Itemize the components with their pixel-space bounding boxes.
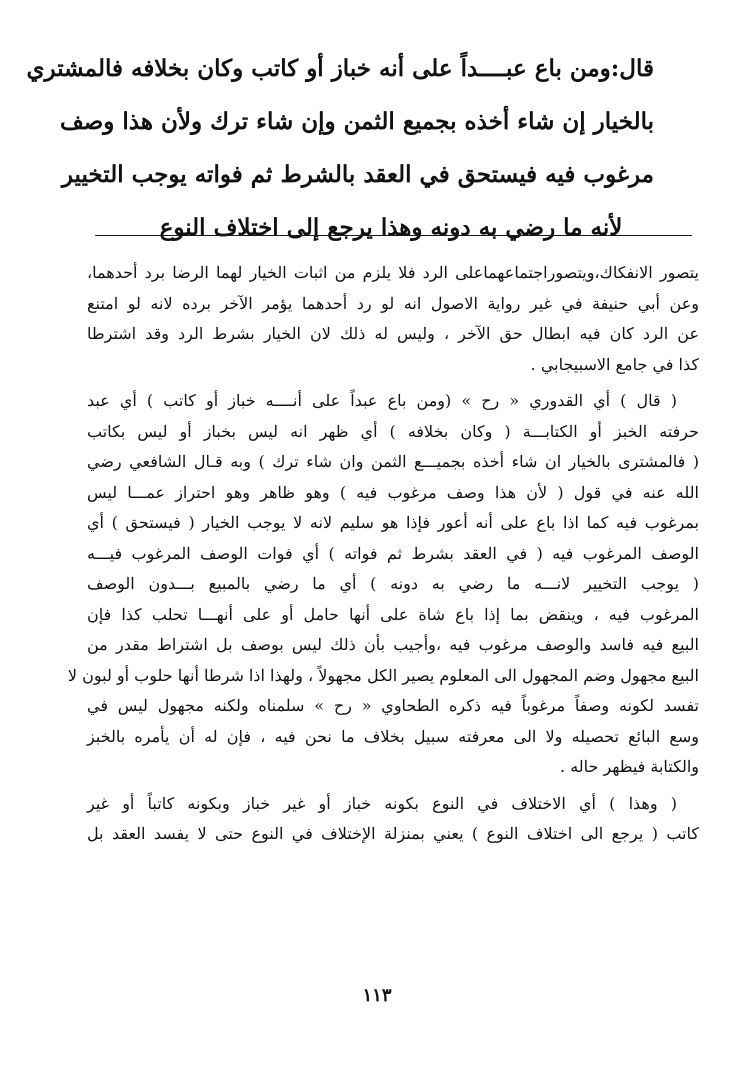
commentary-paragraph (67, 386, 700, 783)
commentary-line: المرغوب فيه ، وينقض بما إذا باع شاة على أنها حامل أو على أنهـــا تحلب كذا فإن (87, 604, 699, 624)
main-text-line: قال:ومن باع عبــــداً على أنه خباز أو كاتب وكان بخلافه فالمشتري (26, 55, 654, 82)
commentary-line: كاتب ( يرجع الى اختلاف النوع ) يعني بمنزلة الإختلاف في النوع حتى لا يفسد العقد بل (87, 824, 699, 843)
commentary-line: ( قال ) أي القدوري « رح » (ومن باع عبداً على أنــــه خباز أو كاتب ) أي عبد (87, 391, 677, 410)
commentary-line: عن الرد كان فيه ابطال حق الآخر ، وليس له ذلك لان الخيار بشرط الرد وقد اشترطا (87, 324, 699, 343)
commentary-paragraph (87, 258, 699, 380)
commentary-line: يتصور الانفكاك،ويتصوراجتماعهماعلى الرد فلا يلزم من اثبات الخيار لهما الرضا برد أحدهما، (87, 263, 699, 282)
main-text-block (26, 42, 654, 254)
commentary-paragraph (87, 789, 699, 850)
commentary-line: حرفته الخبز أو الكتابـــة ( وكان بخلافه ) أي ظهر انه ليس بخباز أو ليس بكاتب (87, 421, 700, 441)
commentary-block (67, 258, 700, 850)
commentary-line: كذا في جامع الاسبيجابي . (530, 354, 699, 374)
commentary-line: وسع البائع تحصيله ولا الى معرفته سبيل بخلاف ما نحن فيه ، فإن له أن يأمره بالخبز (87, 726, 699, 746)
main-text-line: بالخيار إن شاء أخذه بجميع الثمن وإن شاء ترك ولأن هذا وصف (59, 108, 654, 135)
commentary-line: الوصف المرغوب فيه ( في العقد بشرط ثم فواته ) أي فوات الوصف المرغوب فيـــه (87, 543, 699, 563)
commentary-line: والكتابة فيظهر حاله . (560, 757, 699, 776)
main-text-line: مرغوب فيه فيستحق في العقد بالشرط ثم فواته يوجب التخيير (61, 161, 654, 188)
commentary-line: البيع فيه فاسد والوصف مرغوب فيه ،وأجيب بأن ذلك ليس بوصف بل اشتراط مقدر من (87, 635, 699, 654)
page-number: ١١٣ (362, 985, 392, 1006)
main-text-line: لأنه ما رضي به دونه وهذا يرجع إلى اختلاف النوع (159, 214, 623, 241)
commentary-line: البيع مجهول وضم المجهول الى المعلوم يصير الكل مجهولاً ، ولهذا اذا شرطا أنها حلوب أو لبون لا (67, 665, 699, 685)
section-divider (95, 235, 692, 236)
commentary-line: ( فالمشترى بالخيار ان شاء أخذه بجميـــع الثمن وان شاء ترك ) وبه قـال الشافعي رضي (87, 452, 699, 471)
commentary-line: تفسد لكونه وصفاً مرغوباً فيه ذكره الطحاوي « رح » سلمناه ولكنه مجهول ليس في (87, 696, 699, 715)
commentary-line: ( وهذا ) أي الاختلاف في النوع بكونه خباز أو غير خباز وبكونه كاتباً أو غير (87, 793, 677, 813)
commentary-line: وعن أبي حنيفة في غير رواية الاصول انه لو رد أحدهما يؤمر الآخر برده لانه لو امتنع (87, 293, 699, 313)
commentary-line: ( يوجب التخيير لانـــه ما رضي به دونه ) أي ما رضي بالمبيع بـــدون الوصف (87, 574, 699, 593)
commentary-line: بمرغوب فيه كما اذا باع على أنه أعور فإذا هو سليم لانه لا يوجب الخيار ( فيستحق ) أي (87, 513, 699, 532)
commentary-line: الله عنه في قول ( لأن هذا وصف مرغوب فيه ) وهو ظاهر وهو احتراز عمـــا ليس (87, 482, 699, 502)
